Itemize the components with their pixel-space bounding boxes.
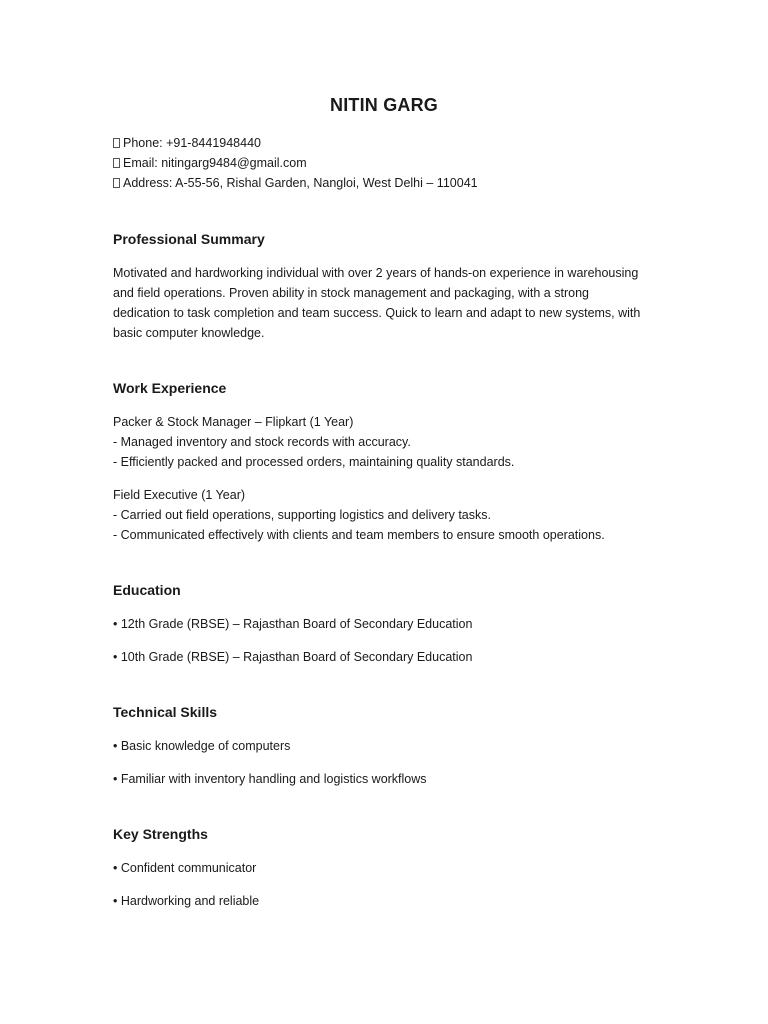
- job-1: [113, 412, 673, 472]
- job-point: - Managed inventory and stock records with accuracy.: [113, 435, 411, 449]
- strength-item: • Confident communicator: [113, 861, 257, 875]
- education-item: • 10th Grade (RBSE) – Rajasthan Board of Secondary Education: [113, 650, 473, 664]
- job-point: - Communicated effectively with clients and team members to ensure smooth operations.: [113, 528, 605, 542]
- education-heading: Education: [113, 582, 181, 598]
- job-2: [113, 485, 673, 545]
- skill-item: • Familiar with inventory handling and logistics workflows: [113, 772, 427, 786]
- phone-icon: [113, 138, 120, 148]
- contact-address: [113, 176, 478, 190]
- address-text: Address: A-55-56, Rishal Garden, Nangloi, West Delhi – 110041: [123, 176, 478, 190]
- job-title: Packer & Stock Manager – Flipkart (1 Year): [113, 415, 354, 429]
- contact-email: [113, 156, 307, 170]
- summary-line: dedication to task completion and team success. Quick to learn and adapt to new systems, with: [113, 306, 641, 320]
- phone-text: Phone: +91-8441948440: [123, 136, 261, 150]
- skills-heading: Technical Skills: [113, 704, 218, 720]
- strength-item: • Hardworking and reliable: [113, 894, 260, 908]
- address-icon: [113, 178, 120, 188]
- experience-heading: Work Experience: [113, 380, 227, 396]
- candidate-name: NITIN GARG: [330, 95, 438, 115]
- email-icon: [113, 158, 120, 168]
- summary-heading: Professional Summary: [113, 231, 265, 247]
- strengths-heading: Key Strengths: [113, 826, 208, 842]
- job-title: Field Executive (1 Year): [113, 488, 246, 502]
- education-item: • 12th Grade (RBSE) – Rajasthan Board of Secondary Education: [113, 617, 473, 631]
- summary-line: Motivated and hardworking individual with over 2 years of hands-on experience in warehousing: [113, 266, 639, 280]
- contact-phone: [113, 136, 261, 150]
- skill-item: • Basic knowledge of computers: [113, 739, 291, 753]
- email-text: Email: nitingarg9484@gmail.com: [123, 156, 307, 170]
- summary-line: and field operations. Proven ability in stock management and packaging, with a strong: [113, 286, 589, 300]
- job-point: - Carried out field operations, supporting logistics and delivery tasks.: [113, 508, 491, 522]
- summary-paragraph: [113, 263, 673, 343]
- summary-line: basic computer knowledge.: [113, 326, 265, 340]
- job-point: - Efficiently packed and processed orders, maintaining quality standards.: [113, 455, 515, 469]
